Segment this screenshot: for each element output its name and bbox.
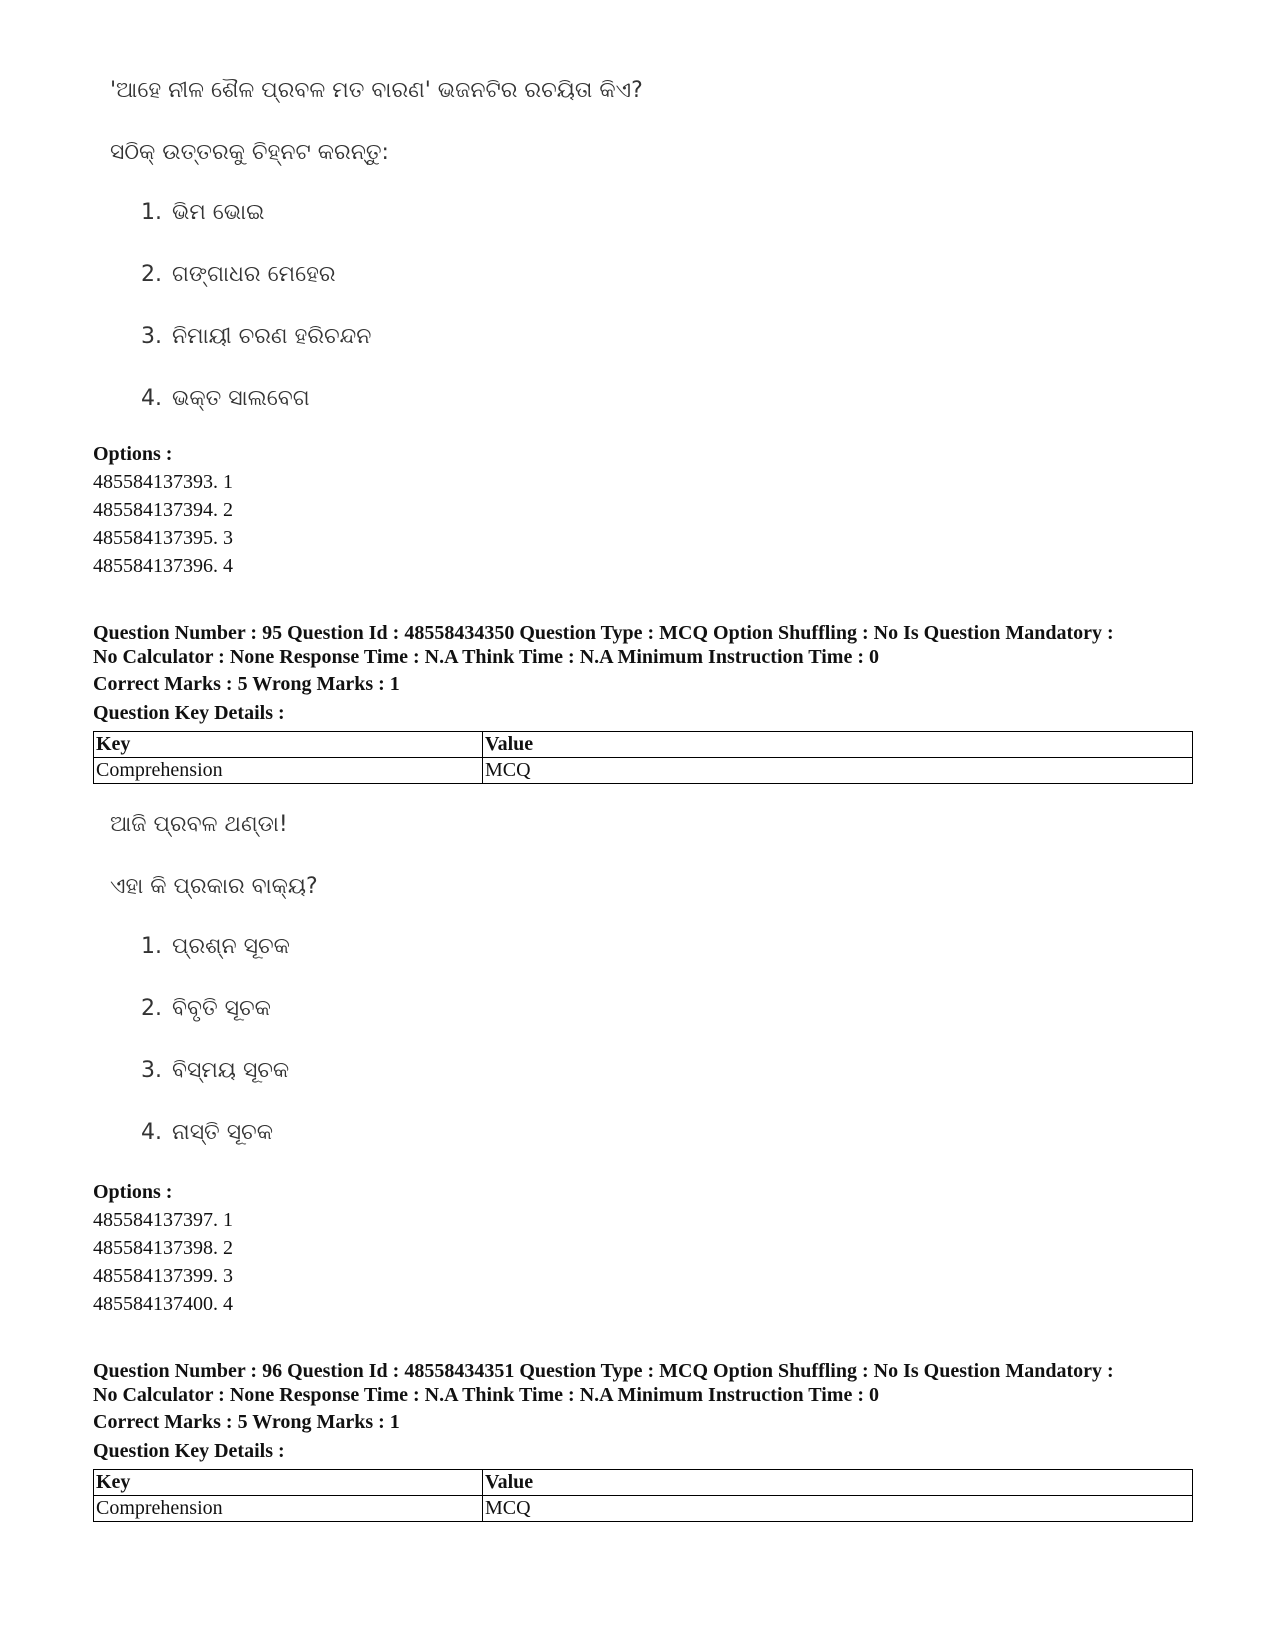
choice-text: ନିମାୟୀ ଚରଣ ହରିଚନ୍ଦନ: [172, 324, 372, 349]
choice-number: 3.: [141, 324, 162, 349]
table-header-key: Key: [94, 1470, 483, 1496]
question-meta-line1: Question Number : 96 Question Id : 48558434351 Question Type : MCQ Option Shuffling : No Is Question Mandatory :: [93, 1360, 1114, 1382]
choice-number: 2.: [141, 262, 162, 287]
choice-item: [141, 262, 336, 287]
marks-line: Correct Marks : 5 Wrong Marks : 1: [93, 673, 400, 695]
question-stem: ଆଜି ପ୍ରବଳ ଥଣ୍ଡା!: [110, 812, 288, 837]
table-cell-key: Comprehension: [94, 758, 483, 784]
choice-item: [141, 934, 290, 959]
option-id-line: 485584137395. 3: [93, 527, 233, 549]
choice-item: [141, 200, 264, 225]
choice-text: ବିସ୍ମୟ ସୂଚକ: [172, 1058, 290, 1083]
options-label: Options :: [93, 1181, 173, 1203]
choice-number: 3.: [141, 1058, 162, 1083]
options-label: Options :: [93, 443, 173, 465]
choice-item: [141, 996, 271, 1021]
question-instruction: ସଠିକ୍ ଉତ୍ତରକୁ ଚିହ୍ନଟ କରନ୍ତୁ:: [110, 140, 389, 165]
table-header-row: [94, 732, 1193, 758]
option-id-line: 485584137396. 4: [93, 555, 233, 577]
choice-text: ଗଙ୍ଗାଧର ମେହେର: [172, 262, 336, 287]
question-stem: 'ଆହେ ନୀଳ ଶୈଳ ପ୍ରବଳ ମତ ବାରଣ' ଭଜନଟିର ରଚୟିତା କିଏ?: [110, 78, 643, 103]
table-row: [94, 758, 1193, 784]
choice-item: [141, 1120, 273, 1145]
option-id-line: 485584137397. 1: [93, 1209, 233, 1231]
question-meta-line2: No Calculator : None Response Time : N.A Think Time : N.A Minimum Instruction Time : 0: [93, 1384, 879, 1406]
option-id-line: 485584137398. 2: [93, 1237, 233, 1259]
choice-number: 1.: [141, 934, 162, 959]
choice-number: 2.: [141, 996, 162, 1021]
choice-number: 4.: [141, 1120, 162, 1145]
question-meta: [93, 621, 1213, 669]
choice-text: ପ୍ରଶ୍ନ ସୂଚକ: [172, 934, 290, 959]
table-header-value: Value: [483, 1470, 1193, 1496]
key-details-label: Question Key Details :: [93, 1440, 285, 1462]
question-meta-line2: No Calculator : None Response Time : N.A Think Time : N.A Minimum Instruction Time : 0: [93, 646, 879, 668]
key-details-table: [93, 731, 1193, 784]
choice-text: ବିବୃତି ସୂଚକ: [172, 996, 271, 1021]
marks-line: Correct Marks : 5 Wrong Marks : 1: [93, 1411, 400, 1433]
table-header-key: Key: [94, 732, 483, 758]
option-id-line: 485584137394. 2: [93, 499, 233, 521]
choice-item: [141, 1058, 289, 1083]
choice-text: ନାସ୍ତି ସୂଚକ: [172, 1120, 273, 1145]
table-row: [94, 1496, 1193, 1522]
option-id-line: 485584137399. 3: [93, 1265, 233, 1287]
option-id-line: 485584137393. 1: [93, 471, 233, 493]
choice-text: ଭିମ ଭୋଇ: [172, 200, 265, 225]
option-id-line: 485584137400. 4: [93, 1293, 233, 1315]
choice-number: 4.: [141, 386, 162, 411]
table-cell-value: MCQ: [483, 1496, 1193, 1522]
question-instruction: ଏହା କି ପ୍ରକାର ବାକ୍ୟ?: [110, 874, 318, 899]
table-header-value: Value: [483, 732, 1193, 758]
table-header-row: [94, 1470, 1193, 1496]
question-meta-line1: Question Number : 95 Question Id : 48558434350 Question Type : MCQ Option Shuffling : No Is Question Mandatory :: [93, 622, 1114, 644]
table-cell-value: MCQ: [483, 758, 1193, 784]
choice-item: [141, 324, 371, 349]
choice-number: 1.: [141, 200, 162, 225]
table-cell-key: Comprehension: [94, 1496, 483, 1522]
key-details-table: [93, 1469, 1193, 1522]
choice-text: ଭକ୍ତ ସାଲବେଗ: [172, 386, 310, 411]
choice-item: [141, 386, 310, 411]
question-meta: [93, 1359, 1213, 1407]
key-details-label: Question Key Details :: [93, 702, 285, 724]
